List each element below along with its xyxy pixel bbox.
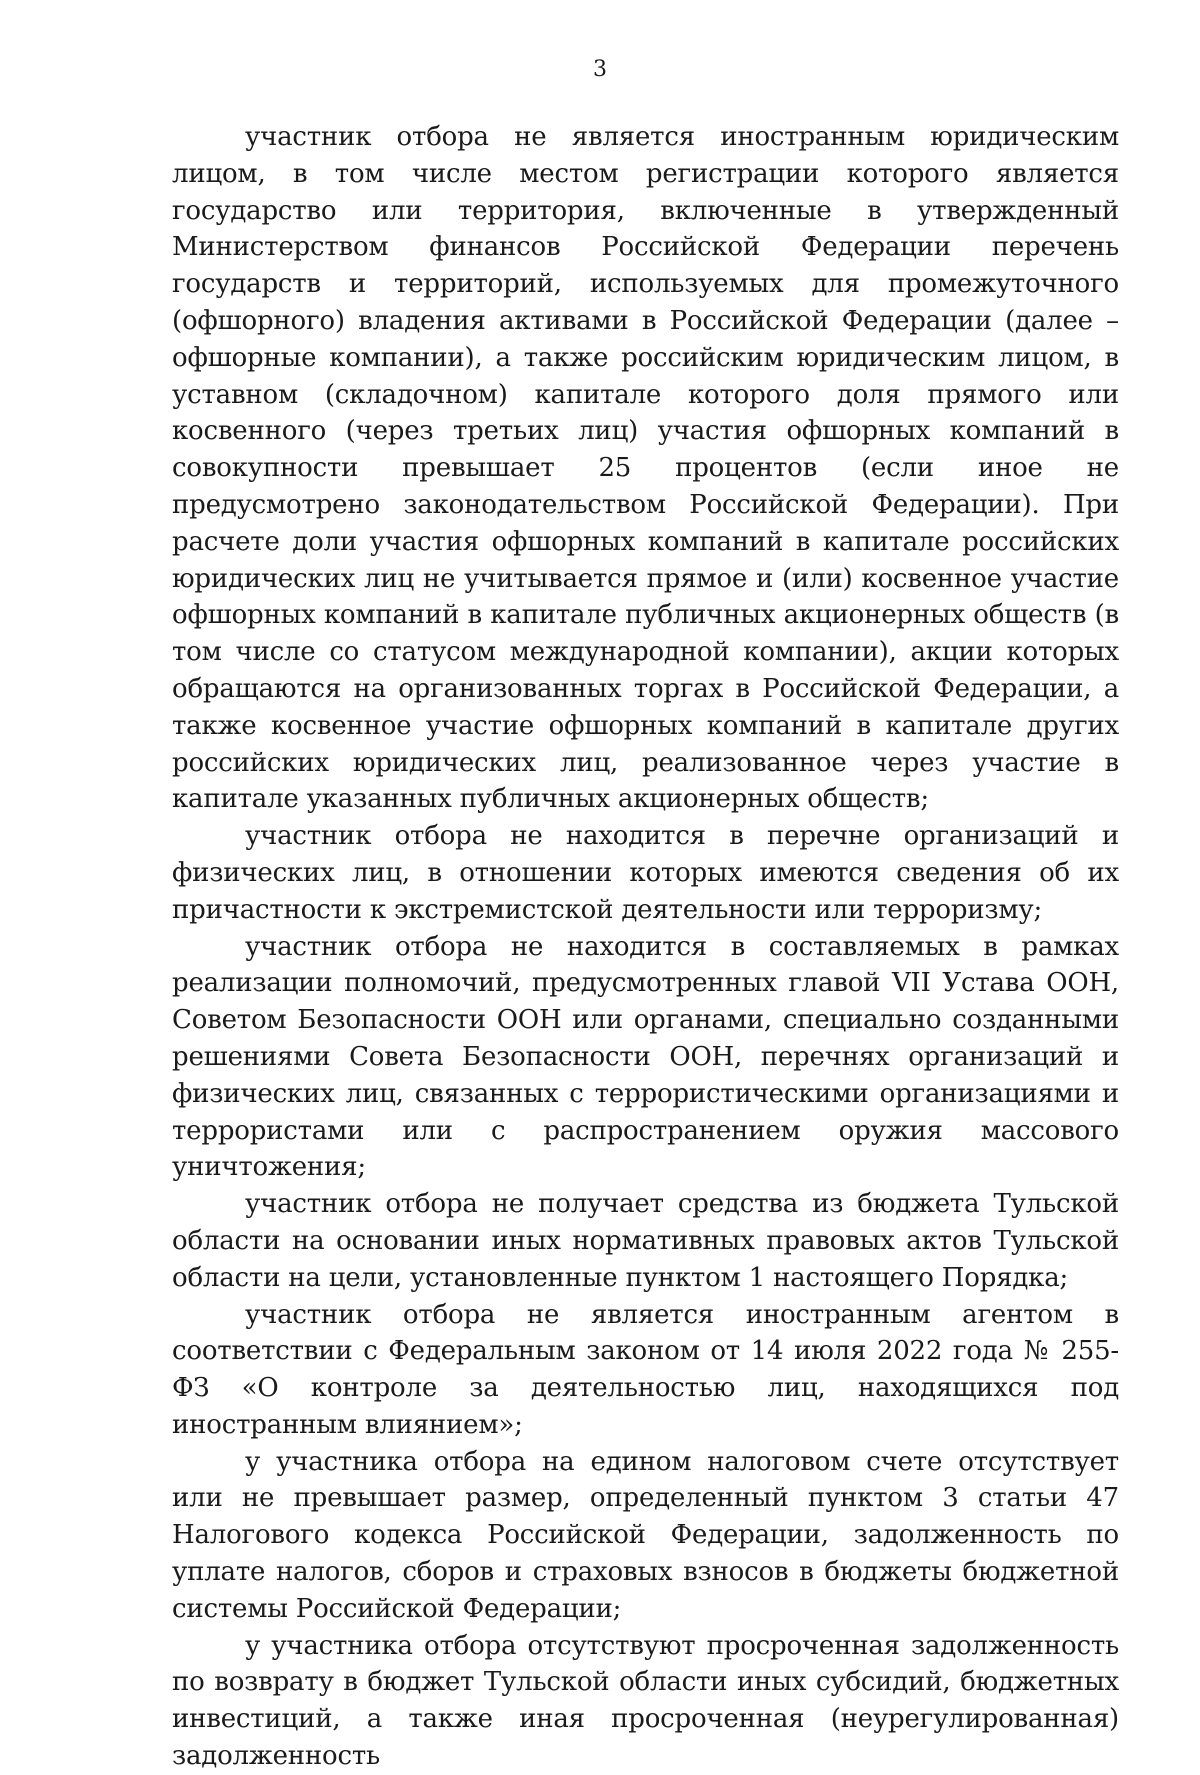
paragraph-extremism-list: участник отбора не находится в перечне организаций и физических лиц, в отношении которых имеются сведения об их причастности к экстремистской деятельности или терроризму;: [172, 821, 1119, 925]
paragraph-overdue-debt: у участника отбора отсутствуют просроченная задолженность по возврату в бюджет Тульской области иных субсидий, бюджетных инвестиций, а также иная просроченная (неурегулированная) задолженность: [172, 1630, 1119, 1772]
paragraph-un-security-council-lists: участник отбора не находится в составляемых в рамках реализации полномочий, предусмотренных главой VII Устава ООН, Советом Безопасности ООН или органами, специально созданными решениями Совета Безопасности ООН, перечнях организаций и физических лиц, связанных с террористическими организациями и террористами или с распространением оружия массового уничтожения;: [172, 931, 1119, 1183]
document-body: [172, 119, 1119, 1775]
paragraph-offshore-companies: участник отбора не является иностранным юридическим лицом, в том числе местом регистрации которого является государство или территория, включенные в утвержденный Министерством финансов Российской Федерации перечень государств и территорий, используемых для промежуточного (офшорного) владения активами в Российской Федерации (далее – офшорные компании), а также российским юридическим лицом, в уставном (складочном) капитале которого доля прямого или косвенного (через третьих лиц) участия офшорных компаний в совокупности превышает 25 процентов (если иное не предусмотрено законодательством Российской Федерации). При расчете доли участия офшорных компаний в капитале российских юридических лиц не учитывается прямое и (или) косвенное участие офшорных компаний в капитале публичных акционерных обществ (в том числе со статусом международной компании), акции которых обращаются на организованных торгах в Российской Федерации, а также косвенное участие офшорных компаний в капитале других российских юридических лиц, реализованное через участие в капитале указанных публичных акционерных обществ;: [172, 122, 1119, 815]
paragraph-tax-debt: у участника отбора на едином налоговом счете отсутствует или не превышает размер, определенный пунктом 3 статьи 47 Налогового кодекса Российской Федерации, задолженность по уплате налогов, сборов и страховых взносов в бюджеты бюджетной системы Российской Федерации;: [172, 1446, 1119, 1624]
page-number: 3: [593, 57, 607, 82]
paragraph-no-other-budget-funds: участник отбора не получает средства из бюджета Тульской области на основании иных нормативных правовых актов Тульской области на цели, установленные пунктом 1 настоящего Порядка;: [172, 1189, 1119, 1293]
paragraph-foreign-agent: участник отбора не является иностранным агентом в соответствии с Федеральным законом от 14 июля 2022 года № 255-ФЗ «О контроле за деятельностью лиц, находящихся под иностранным влиянием»;: [172, 1299, 1119, 1440]
